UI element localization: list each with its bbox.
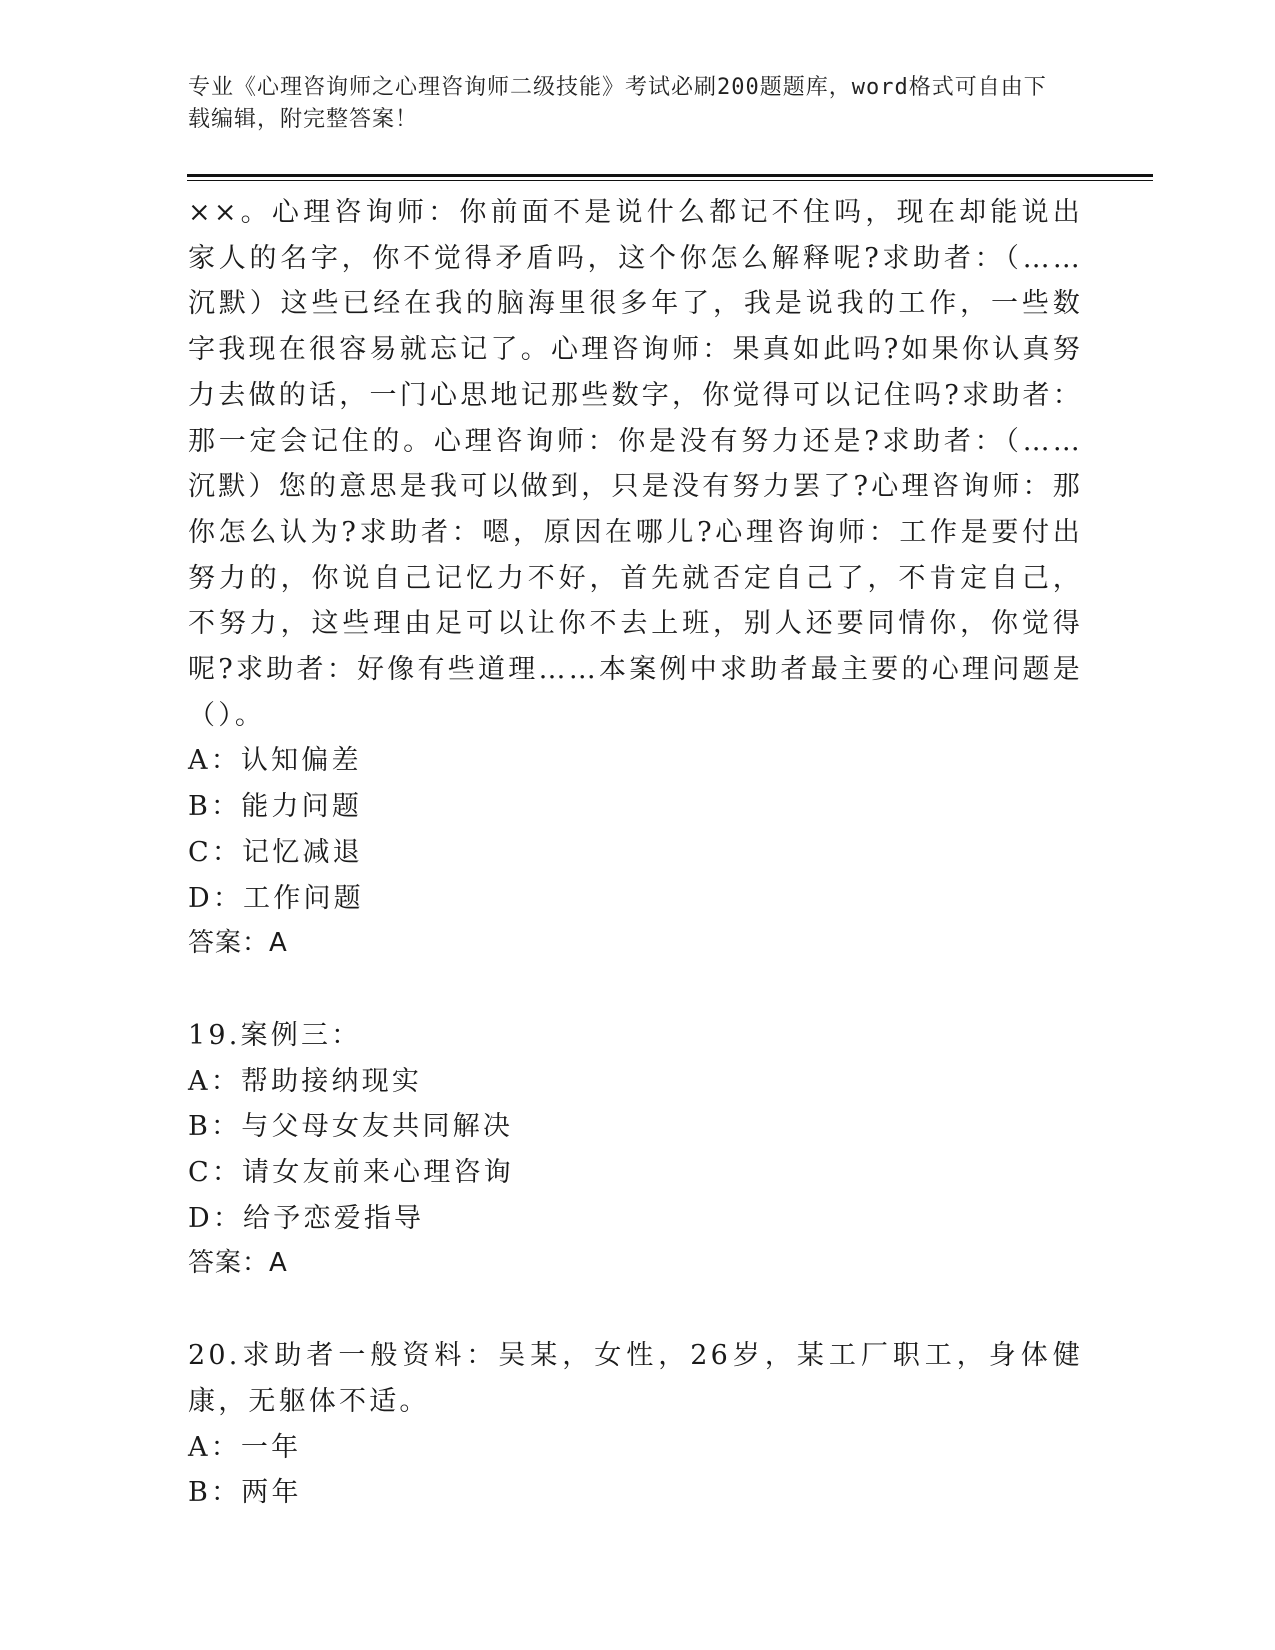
option-a: A：帮助接纳现实 <box>188 1065 423 1097</box>
spacer <box>188 967 1083 1013</box>
question-18 <box>188 190 1083 967</box>
option-c: C：记忆减退 <box>188 836 363 868</box>
header-rule-thin <box>187 180 1153 181</box>
option-d: D：给予恋爱指导 <box>188 1202 425 1234</box>
header-rule-thick <box>187 174 1153 177</box>
option-b: B：与父母女友共同解决 <box>188 1111 514 1143</box>
question-20 <box>188 1333 1083 1516</box>
option-c: C：请女友前来心理咨询 <box>188 1157 514 1189</box>
option-a: A：认知偏差 <box>188 745 362 777</box>
option-d: D：工作问题 <box>188 882 364 914</box>
document-header: 专业《心理咨询师之心理咨询师二级技能》考试必刷200题题库，word格式可自由下载编辑，附完整答案！ <box>188 75 1047 132</box>
option-b: B：能力问题 <box>188 791 363 823</box>
question-text: 20.求助者一般资料：吴某，女性，26岁，某工厂职工，身体健康，无躯体不适。 <box>188 1340 1083 1417</box>
question-text: 19.案例三： <box>188 1019 362 1051</box>
question-text: ××。心理咨询师：你前面不是说什么都记不住吗，现在却能说出家人的名字，你不觉得矛盾吗，这个你怎么解释呢?求助者：（……沉默）这些已经在我的脑海里很多年了，我是说我的工作，一些数字我现在很容易就忘记了。心理咨询师：果真如此吗?如果你认真努力去做的话，一门心思地记那些数字，你觉得可以记住吗?求助者：那一定会记住的。心理咨询师：你是没有努力还是?求助者：（……沉默）您的意思是我可以做到，只是没有努力罢了?心理咨询师：那你怎么认为?求助者：嗯，原因在哪儿?心理咨询师：工作是要付出努力的，你说自己记忆力不好，首先就否定自己了，不肯定自己，不努力，这些理由足可以让你不去上班，别人还要同情你，你觉得呢?求助者：好像有些道理……本案例中求助者最主要的心理问题是（）。 <box>188 197 1083 731</box>
option-a: A：一年 <box>188 1431 302 1463</box>
spacer <box>188 1287 1083 1333</box>
document-body <box>188 190 1083 1516</box>
option-b: B：两年 <box>188 1477 302 1509</box>
answer: 答案：A <box>188 1248 288 1279</box>
answer: 答案：A <box>188 928 288 959</box>
question-19 <box>188 1013 1083 1287</box>
